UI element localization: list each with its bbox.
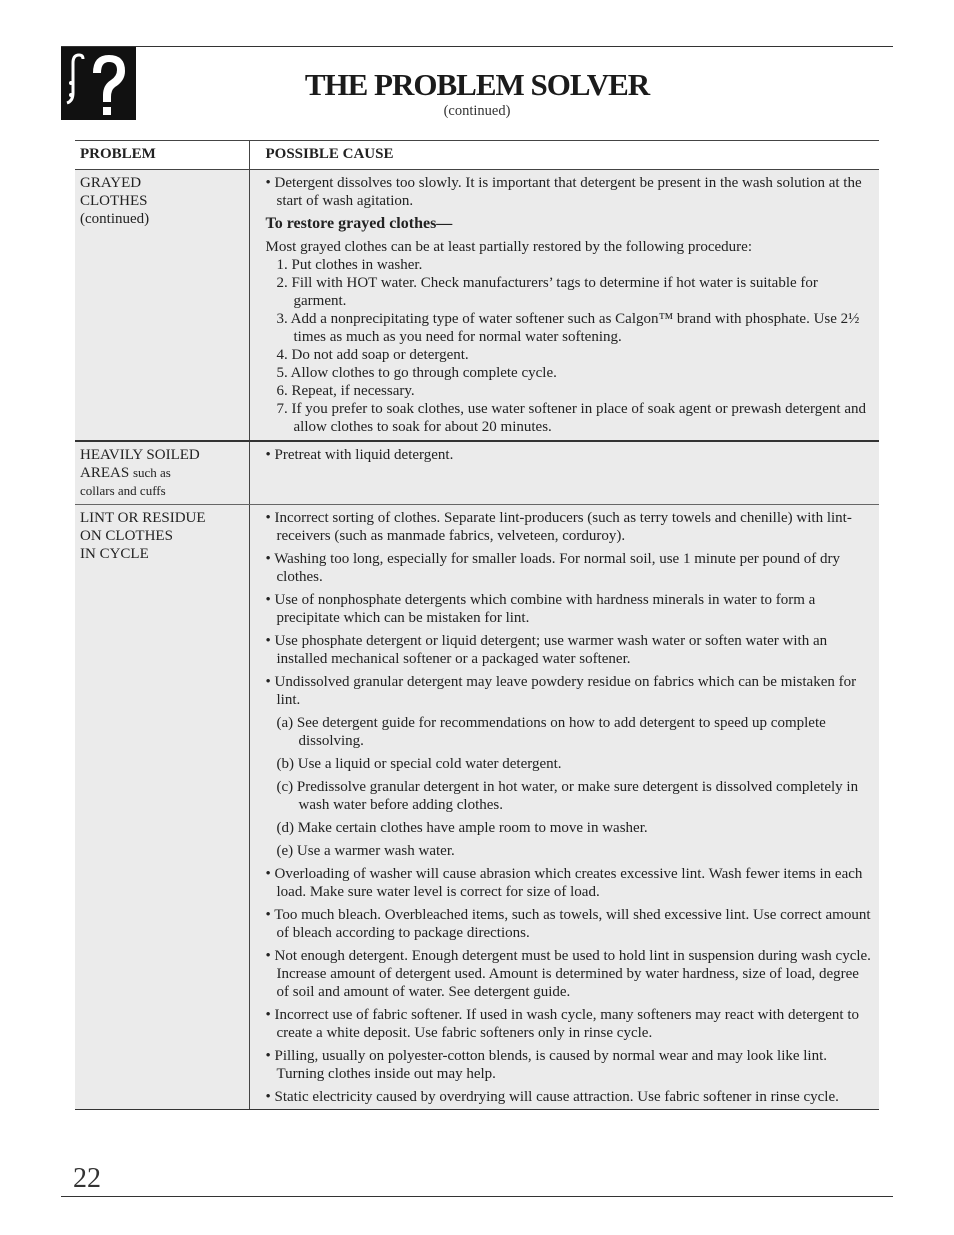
problem-solver-table	[75, 140, 879, 1110]
restore-step: 7. If you prefer to soak clothes, use water softener in place of soak agent or prewash detergent and allow clothes to soak for about 20 minutes.	[276, 401, 867, 435]
table-row	[75, 505, 879, 1110]
problem-line-part: AREAS	[80, 465, 130, 481]
cause-sub-item: (d) Make certain clothes have ample room to move in washer.	[276, 820, 648, 836]
cause-sub-item: (b) Use a liquid or special cold water detergent.	[276, 756, 562, 772]
restore-intro: Most grayed clothes can be at least partially restored by the following procedure:	[265, 239, 753, 255]
cause-bullet: • Washing too long, especially for smaller loads. For normal soil, use 1 minute per pound of dry clothes.	[265, 551, 841, 585]
problem-line: GRAYED	[80, 175, 142, 191]
restore-step: 2. Fill with HOT water. Check manufacturers’ tags to determine if hot water is suitable for garment.	[276, 275, 818, 309]
cause-bullet: • Use phosphate detergent or liquid detergent; use warmer wash water or soften water with an installed mechanical softener or a packaged water softener.	[265, 633, 828, 667]
top-rule	[61, 46, 893, 47]
page-subtitle: (continued)	[443, 103, 511, 119]
problem-line: (continued)	[80, 211, 150, 227]
cause-bullet: • Detergent dissolves too slowly. It is important that detergent be present in the wash solution at the start of wash agitation.	[265, 175, 862, 209]
cause-cell	[249, 170, 879, 442]
problem-line: IN CYCLE	[80, 546, 149, 562]
restore-step: 1. Put clothes in washer.	[276, 257, 423, 273]
restore-step: 3. Add a nonprecipitating type of water softener such as Calgon™ brand with phosphate. Use 2½ times as much as you need for normal water softening.	[276, 311, 860, 345]
cause-bullet: • Too much bleach. Overbleached items, such as towels, will shed excessive lint. Use correct amount of bleach according to package directions.	[265, 907, 871, 941]
cause-sub-item: (e) Use a warmer wash water.	[276, 843, 455, 859]
cause-bullet: • Undissolved granular detergent may leave powdery residue on fabrics which can be mistaken for lint.	[265, 674, 857, 708]
cause-bullet: • Use of nonphosphate detergents which combine with hardness minerals in water to form a precipitate which can be mistaken for lint.	[265, 592, 816, 626]
table-row	[75, 441, 879, 505]
page-title: THE PROBLEM SOLVER	[304, 67, 650, 102]
cause-cell	[249, 505, 879, 1110]
cause-sub-item: (a) See detergent guide for recommendations on how to add detergent to speed up complete dissolving.	[276, 715, 826, 749]
cause-bullet: • Pretreat with liquid detergent.	[265, 447, 454, 463]
cause-column-header: POSSIBLE CAUSE	[249, 141, 879, 170]
cause-bullet: • Not enough detergent. Enough detergent must be used to hold lint in suspension during wash cycle. Increase amount of detergent used. Amount is determined by water hardness, size of load, degree of soil and amount of water. See detergent guide.	[265, 948, 871, 1000]
problem-line: ON CLOTHES	[80, 528, 173, 544]
problem-line-part: such as	[132, 465, 171, 480]
page-number: 22	[73, 1163, 101, 1194]
cause-bullet: • Incorrect sorting of clothes. Separate lint-producers (such as terry towels and chenille) with lint-receivers (such as manmade fabrics, velveteen, corduroy).	[265, 510, 852, 544]
bottom-rule	[61, 1196, 893, 1197]
problem-line: collars and cuffs	[80, 483, 166, 498]
restore-heading: To restore grayed clothes—	[265, 215, 453, 232]
problem-column-header: PROBLEM	[75, 141, 249, 170]
restore-step: 6. Repeat, if necessary.	[276, 383, 415, 399]
cause-bullet: • Overloading of washer will cause abrasion which creates excessive lint. Wash fewer items in each load. Make sure water level is correct for size of load.	[265, 866, 863, 900]
table-header-row	[75, 141, 879, 170]
cause-sub-item: (c) Predissolve granular detergent in hot water, or make sure detergent is dissolved completely in wash water before adding clothes.	[276, 779, 859, 813]
problem-line: LINT OR RESIDUE	[80, 510, 206, 526]
restore-step: 4. Do not add soap or detergent.	[276, 347, 469, 363]
problem-line: HEAVILY SOILED	[80, 447, 200, 463]
problem-cell	[75, 170, 249, 442]
table-row	[75, 170, 879, 442]
cause-bullet: • Pilling, usually on polyester-cotton blends, is caused by normal wear and may look like lint. Turning clothes inside out may help.	[265, 1048, 828, 1082]
problem-cell	[75, 441, 249, 505]
problem-line	[80, 464, 245, 482]
problem-cell	[75, 505, 249, 1110]
problem-line: CLOTHES	[80, 193, 148, 209]
cause-bullet: • Static electricity caused by overdrying will cause attraction. Use fabric softener in rinse cycle.	[265, 1089, 839, 1105]
cause-bullet: • Incorrect use of fabric softener. If used in wash cycle, many softeners may react with detergent to create a white deposit. Use fabric softeners only in rinse cycle.	[265, 1007, 859, 1041]
cause-cell	[249, 441, 879, 505]
restore-step: 5. Allow clothes to go through complete cycle.	[276, 365, 557, 381]
